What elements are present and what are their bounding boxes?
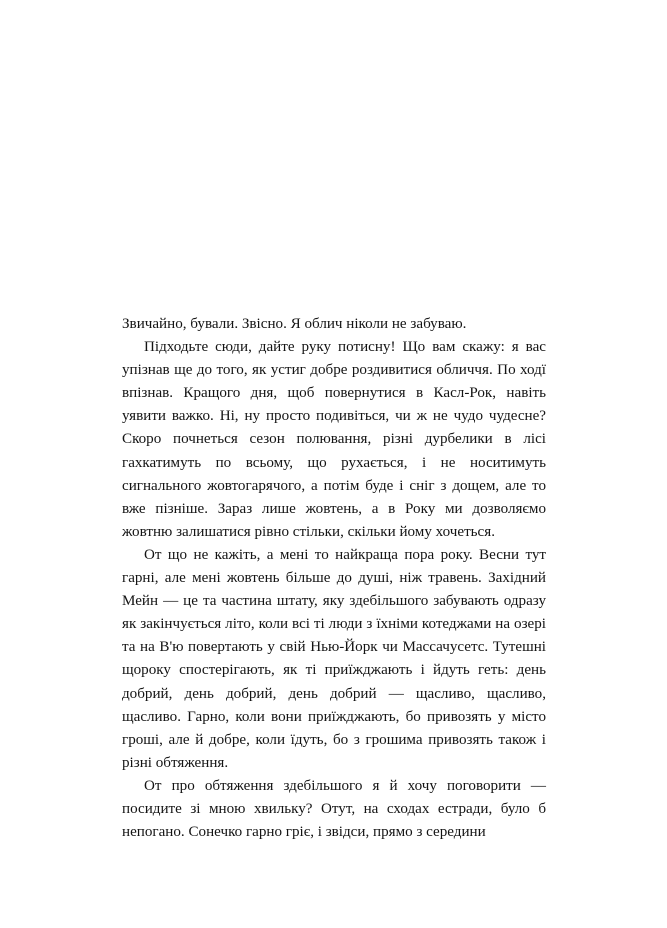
- paragraph: Звичайно, бували. Звісно. Я облич ніколи не забуваю.: [122, 316, 467, 332]
- paragraph: Підходьте сюди, дайте руку потисну! Що вам скажу: я вас упізнав ще до того, як устиг добре роздивитися обличчя. По ходї впізнав. Кращого дня, щоб повернутися в Касл-Рок, навіть уявити важко. Ні, ну просто подивіться, чи ж не чудо чудесне? Скоро почнеться сезон полювання, різні дурбелики в лісі гахкатимуть по всьому, що рухається, і не носитимуть сигнального жовтогарячого, а потім буде і сніг з дощем, але то вже пізніше. Зараз лише жовтень, а в Року ми дозволяємо жовтню залишатися рівно стільки, скільки йому хочеться.: [122, 339, 546, 540]
- paragraph: От що не кажіть, а мені то найкраща пора року. Весни тут гарні, але мені жовтень більше до душі, ніж травень. Західний Мейн — це та частина штату, яку здебільшого забувають одразу як закінчується літо, коли всі ті люди з їхніми котеджами на озері та на В'ю повертають у свій Нью-Йорк чи Массачусетс. Тутешні щороку спостерігають, як ті приїжджають і йдуть геть: день добрий, день добрий, день добрий — щасливо, щасливо, щасливо. Гарно, коли вони приїжджають, бо привозять у місто гроші, але й добре, коли їдуть, бо з грошима привозять також і різні обтяження.: [122, 546, 546, 771]
- body-text: [122, 313, 546, 844]
- paragraph: От про обтяження здебільшого я й хочу поговорити — посидите зі мною хвильку? Отут, на сходах естради, було б непогано. Сонечко гарно гріє, і звідси, прямо з середини: [122, 777, 546, 841]
